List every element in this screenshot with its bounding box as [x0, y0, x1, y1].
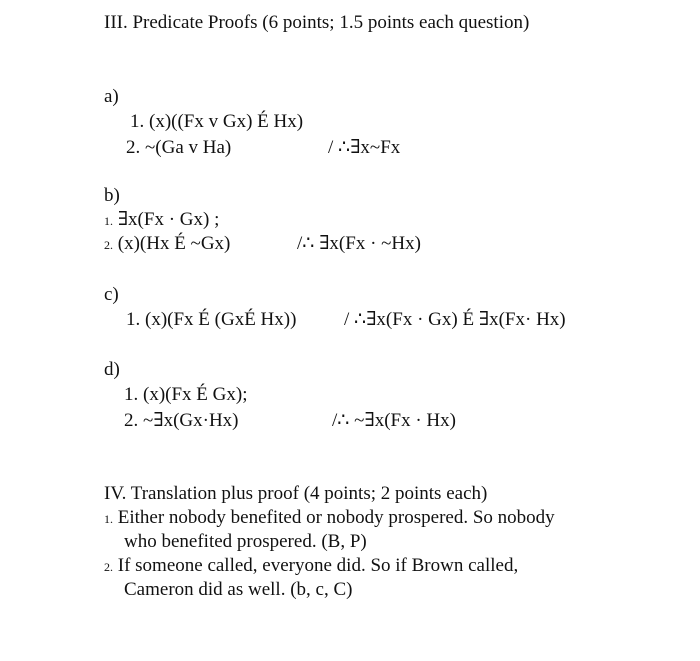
question-b-premise-1	[104, 209, 219, 232]
question-d-premise-1: 1. (x)(Fx É Gx);	[124, 384, 248, 405]
question-b-premise-2-number: 2.	[104, 238, 113, 252]
question-a-premise-2: 2. ~(Ga v Ha)	[126, 137, 232, 158]
section-iv-title: IV. Translation plus proof (4 points; 2 points each)	[104, 483, 488, 504]
translation-q1-number: 1.	[104, 512, 113, 526]
translation-q1-text: Either nobody benefited or nobody prospered. So nobody	[117, 507, 555, 528]
question-c-premise-1: 1. (x)(Fx É (GxÉ Hx))	[126, 309, 297, 330]
question-d-label: d)	[104, 359, 120, 380]
question-b-label: b)	[104, 185, 120, 206]
section-iii-title: III. Predicate Proofs (6 points; 1.5 points each question)	[104, 12, 530, 33]
question-d-conclusion: /∴ ~∃x(Fx · Hx)	[332, 410, 456, 431]
question-d-premise-2: 2. ~∃x(Gx·Hx)	[124, 410, 239, 431]
translation-q2-line-1	[104, 555, 518, 578]
question-b-premise-2	[104, 233, 230, 256]
question-b-premise-1-text: ∃x(Fx · Gx) ;	[117, 209, 220, 230]
translation-q1-line-2: who benefited prospered. (B, P)	[124, 531, 367, 552]
question-c-label: c)	[104, 284, 119, 305]
translation-q2-line-2: Cameron did as well. (b, c, C)	[124, 579, 353, 600]
question-a-conclusion: / ∴∃x~Fx	[328, 137, 401, 158]
question-b-premise-2-text: (x)(Hx É ~Gx)	[117, 233, 231, 254]
translation-q1-line-1	[104, 507, 555, 530]
translation-q2-text: If someone called, everyone did. So if Brown called,	[117, 555, 519, 576]
question-c-conclusion: / ∴∃x(Fx · Gx) É ∃x(Fx· Hx)	[344, 309, 566, 330]
question-a-label: a)	[104, 86, 119, 107]
translation-q2-number: 2.	[104, 560, 113, 574]
question-a-premise-1: 1. (x)((Fx v Gx) É Hx)	[130, 111, 304, 132]
question-b-conclusion: /∴ ∃x(Fx · ~Hx)	[297, 233, 421, 254]
question-b-premise-1-number: 1.	[104, 214, 113, 228]
